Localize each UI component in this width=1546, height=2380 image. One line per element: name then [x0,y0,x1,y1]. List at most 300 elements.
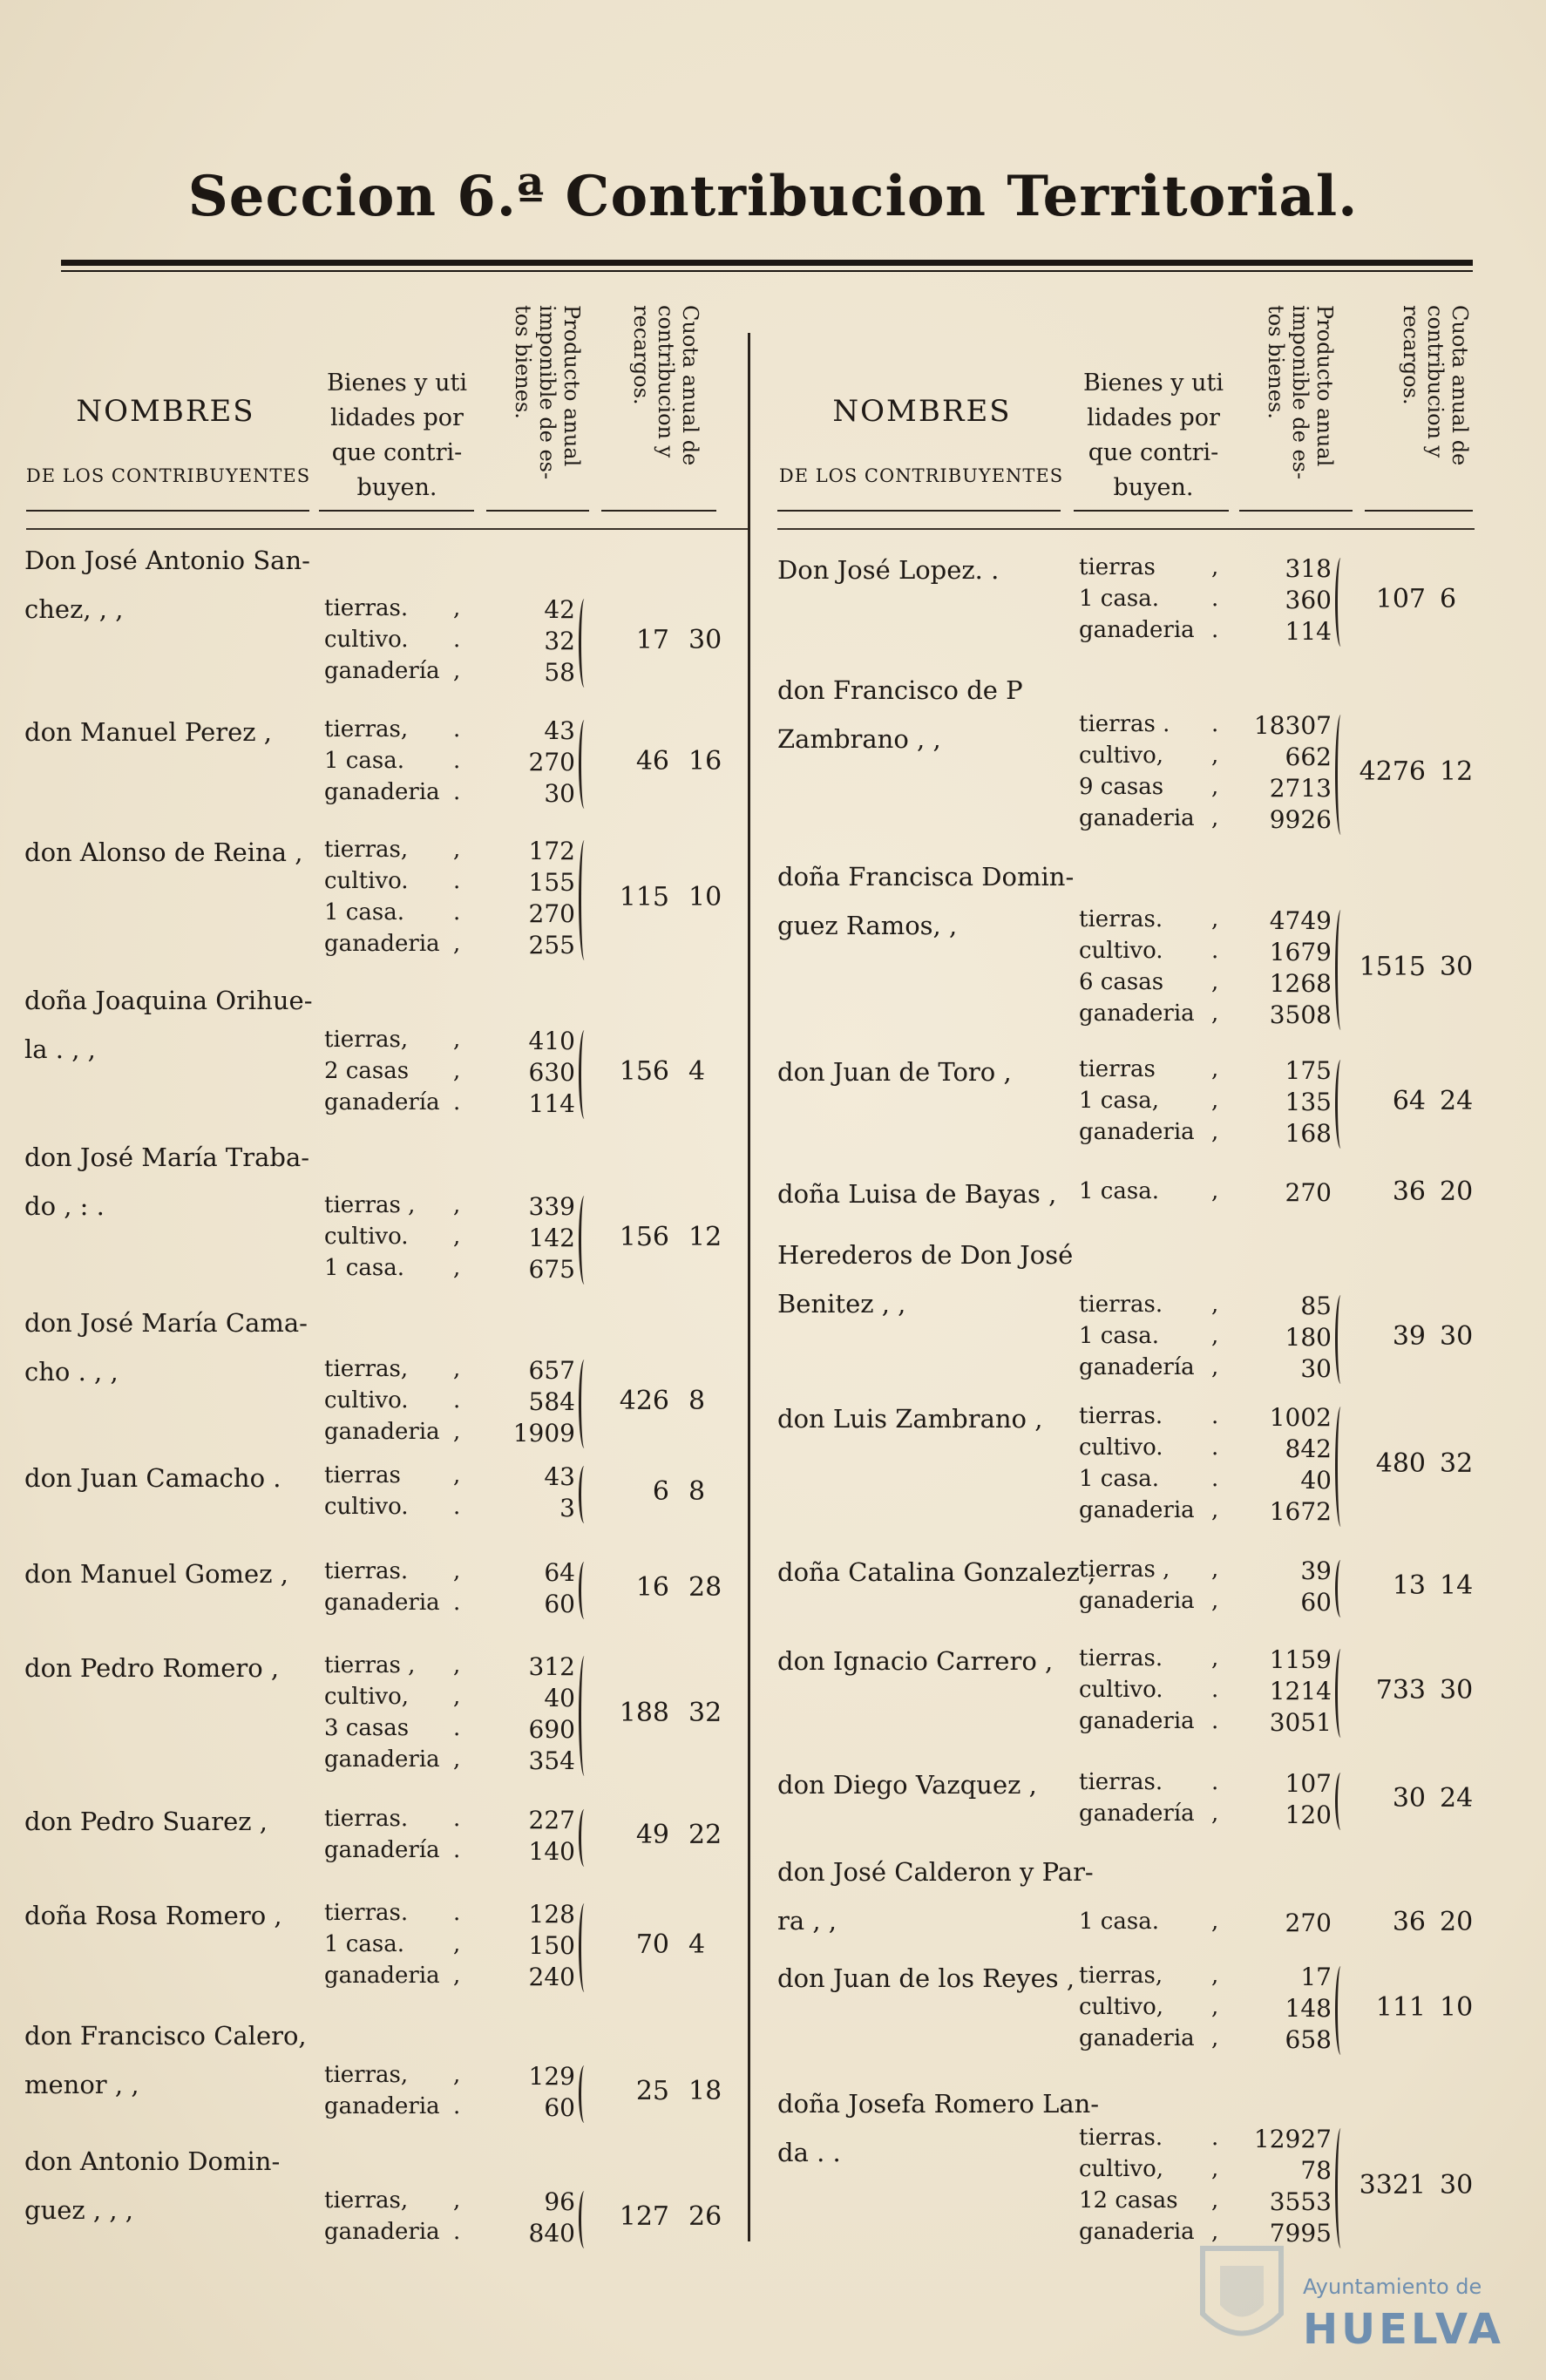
property-label: tierras. [1079,906,1163,932]
property-label: tierras. [1079,1403,1163,1429]
property-label: cultivo. [324,1387,409,1414]
taxable-product-value: 168 [1285,1119,1332,1148]
property-label: tierras, [324,716,409,742]
taxable-product-value: 9926 [1269,805,1332,834]
taxable-product-value: 135 [1285,1088,1332,1116]
taxable-product-value: 630 [528,1058,575,1087]
taxable-product-value: 1672 [1269,1497,1332,1526]
contributor-name: doña Luisa de Bayas , [777,1179,1057,1209]
contributor-name: don Pedro Suarez , [24,1807,268,1836]
taxable-product-value: 142 [528,1224,575,1252]
title-rule-thin [61,270,1473,272]
leader-punctuation: , [453,1931,461,1957]
leader-punctuation: , [1211,2187,1219,2214]
leader-punctuation: , [1211,1056,1219,1082]
taxable-product-value: 354 [528,1746,575,1775]
contributor-name: don José María Cama- [24,1308,308,1338]
cuota-reales: 156 [619,1056,669,1087]
leader-punctuation: , [1211,1292,1219,1318]
taxable-product-value: 39 [1300,1556,1332,1585]
leader-punctuation: , [453,1192,461,1218]
contributor-name: don Pedro Romero , [24,1653,280,1683]
leader-punctuation: , [1211,1588,1219,1614]
property-label: cultivo. [324,1494,409,1520]
property-label: 3 casas [324,1715,410,1741]
property-label: ganaderia [324,1963,440,1989]
leader-punctuation: , [1211,2219,1219,2245]
taxable-product-value: 17 [1300,1963,1332,1991]
leader-punctuation: , [453,2187,461,2214]
taxable-product-value: 155 [528,868,575,897]
taxable-product-value: 175 [1285,1056,1332,1085]
leader-punctuation: , [1211,742,1219,769]
taxable-product-value: 150 [528,1931,575,1960]
cuota-reales: 17 [635,625,669,655]
cuota-maravedis: 12 [1440,756,1474,787]
leader-punctuation: . [1211,1403,1219,1429]
property-label: ganaderia [1079,1000,1195,1027]
taxable-product-value: 4749 [1269,906,1332,935]
cuota-maravedis: 20 [1440,1176,1474,1207]
contributor-name: Zambrano , , [777,724,941,754]
leader-punctuation: , [1211,969,1219,995]
cuota-maravedis: 18 [688,2076,722,2106]
header-rule [26,510,309,512]
taxable-product-value: 42 [544,595,575,624]
property-label: 1 casa. [324,748,404,774]
leader-punctuation: , [453,1652,461,1678]
leader-punctuation: . [1211,1708,1219,1734]
property-label: ganaderia [1079,1119,1195,1145]
property-label: tierras , [1079,1556,1170,1583]
leader-punctuation: , [1211,1556,1219,1583]
property-label: tierras , [324,1652,416,1678]
cuota-maravedis: 22 [688,1820,722,1850]
leader-punctuation: . [453,1806,461,1832]
cuota-reales: 156 [619,1222,669,1252]
cuota-maravedis: 24 [1440,1086,1474,1116]
property-label: tierras. [324,1806,409,1832]
contributor-name: don Juan de los Reyes , [777,1963,1075,1993]
property-label: cultivo, [1079,1994,1163,2020]
property-label: 1 casa. [324,1931,404,1957]
cuota-reales: 70 [635,1929,669,1960]
property-label: ganaderia [324,779,440,805]
taxable-product-value: 255 [528,931,575,959]
property-label: cultivo. [324,868,409,894]
contributor-name: don Luis Zambrano , [777,1404,1043,1434]
leader-punctuation: . [1211,711,1219,737]
taxable-product-value: 120 [1285,1800,1332,1829]
taxable-product-value: 410 [528,1027,575,1055]
taxable-product-value: 1002 [1269,1403,1332,1432]
header-rule [1365,510,1473,512]
leader-punctuation: , [1211,1088,1219,1114]
leader-punctuation: , [1211,1645,1219,1671]
leader-punctuation: , [453,1356,461,1382]
property-label: 1 casa. [324,899,404,926]
taxable-product-value: 60 [544,2093,575,2122]
taxable-product-value: 43 [544,1462,575,1491]
taxable-product-value: 270 [1285,1909,1332,1937]
header-rule [486,510,589,512]
cuota-reales: 16 [635,1572,669,1603]
header-rule [777,510,1061,512]
contributor-name: Don José Antonio San- [24,546,310,575]
property-label: 1 casa. [1079,1323,1159,1349]
header-bienes-left: Bienes y uti lidades por que contri- buyen. [327,370,467,501]
cuota-maravedis: 32 [1440,1448,1474,1479]
property-label: ganaderia [1079,1708,1195,1734]
property-label: 1 casa, [1079,1088,1159,1114]
cuota-reales: 480 [1375,1448,1426,1479]
cuota-maravedis: 32 [688,1698,722,1728]
seal-text-line2: HUELVA [1303,2305,1504,2354]
property-label: ganaderia [1079,805,1195,831]
cuota-reales: 64 [1392,1086,1426,1116]
seal-text-line1: Ayuntamiento de [1303,2275,1482,2299]
header-underline [777,528,1475,530]
cuota-maravedis: 14 [1440,1570,1474,1601]
contributor-name: doña Catalina Gonzalez , [777,1557,1096,1587]
leader-punctuation: . [453,1715,461,1741]
property-label: tierras , [324,1192,416,1218]
contributor-name: la . , , [24,1034,96,1064]
leader-punctuation: , [453,1746,461,1773]
cuota-reales: 46 [635,746,669,776]
contributor-name: ra , , [777,1906,837,1936]
property-label: tierras, [1079,1963,1163,1989]
cuota-reales: 1515 [1359,952,1426,982]
cuota-maravedis: 6 [1440,584,1457,614]
cuota-maravedis: 8 [688,1386,706,1416]
page-title: Seccion 6.ª Contribucion Territorial. [187,164,1359,229]
property-label: tierras, [324,2062,409,2088]
property-label: ganaderia [324,931,440,957]
taxable-product-value: 30 [544,779,575,808]
property-label: ganaderia [324,1590,440,1616]
taxable-product-value: 227 [528,1806,575,1834]
property-label: tierras. [324,1900,409,1926]
taxable-product-value: 114 [528,1089,575,1118]
taxable-product-value: 2713 [1269,774,1332,803]
property-label: cultivo. [1079,938,1163,964]
taxable-product-value: 3508 [1269,1000,1332,1029]
property-label: ganaderia [324,1746,440,1773]
taxable-product-value: 96 [544,2187,575,2216]
leader-punctuation: . [1211,1434,1219,1461]
property-label: 9 casas [1079,774,1164,800]
leader-punctuation: , [1211,1963,1219,1989]
taxable-product-value: 7995 [1269,2219,1332,2248]
property-label: ganadería [1079,1354,1195,1380]
property-label: tierras, [324,837,409,863]
cuota-reales: 188 [619,1698,669,1728]
property-label: cultivo. [324,1224,409,1250]
property-label: tierras, [324,1027,409,1053]
contributor-name: don José María Traba- [24,1143,310,1172]
taxable-product-value: 3 [559,1494,575,1522]
property-label: tierras [1079,554,1156,580]
contributor-name: Don José Lopez. . [777,555,1000,585]
taxable-product-value: 675 [528,1255,575,1284]
leader-punctuation: . [1211,1769,1219,1795]
leader-punctuation: , [453,595,461,621]
leader-punctuation: , [453,2062,461,2088]
leader-punctuation: , [453,1058,461,1084]
taxable-product-value: 114 [1285,617,1332,646]
cuota-maravedis: 4 [688,1056,706,1087]
property-label: ganaderia [1079,1588,1195,1614]
property-label: 1 casa. [1079,586,1159,612]
header-contribuyentes-right: DE LOS CONTRIBUYENTES [778,465,1064,486]
cuota-maravedis: 30 [1440,1321,1474,1352]
leader-punctuation: , [453,837,461,863]
cuota-reales: 30 [1392,1783,1426,1814]
contributor-name: don José Calderon y Par- [777,1857,1094,1887]
cuota-reales: 426 [619,1386,669,1416]
taxable-product-value: 270 [528,748,575,776]
taxable-product-value: 1268 [1269,969,1332,998]
contributor-name: cho . , , [24,1357,119,1387]
cuota-maravedis: 12 [688,1222,722,1252]
taxable-product-value: 60 [544,1590,575,1618]
leader-punctuation: , [1211,1994,1219,2020]
property-label: cultivo. [324,627,409,653]
leader-punctuation: . [453,1837,461,1863]
leader-punctuation: , [453,931,461,957]
taxable-product-value: 32 [544,627,575,655]
contributor-name: don Francisco de P [777,675,1023,705]
cuota-maravedis: 10 [688,882,722,912]
property-label: ganaderia [324,2093,440,2119]
taxable-product-value: 64 [544,1558,575,1587]
taxable-product-value: 360 [1285,586,1332,614]
leader-punctuation: . [453,868,461,894]
leader-punctuation: , [453,1684,461,1710]
contributor-name: Benitez , , [777,1289,906,1319]
taxable-product-value: 40 [1300,1466,1332,1495]
property-label: tierras [324,1462,401,1488]
leader-punctuation: . [1211,1677,1219,1703]
leader-punctuation: , [1211,1497,1219,1523]
cuota-reales: 111 [1375,1992,1426,2023]
taxable-product-value: 172 [528,837,575,865]
contributor-name: don Francisco Calero, [24,2021,307,2051]
leader-punctuation: , [453,1558,461,1584]
cuota-maravedis: 24 [1440,1783,1474,1814]
leader-punctuation: , [1211,1354,1219,1380]
contributor-name: don Diego Vazquez , [777,1770,1037,1800]
taxable-product-value: 78 [1300,2156,1332,2185]
property-label: ganadería [324,1089,440,1115]
contributor-name: don Antonio Domin- [24,2146,281,2176]
cuota-reales: 36 [1392,1176,1426,1207]
leader-punctuation: , [1211,774,1219,800]
leader-punctuation: , [1211,1178,1219,1204]
taxable-product-value: 128 [528,1900,575,1929]
contributor-name: doña Francisca Domin- [777,862,1075,892]
contributor-name: doña Rosa Romero , [24,1901,282,1930]
taxable-product-value: 18307 [1253,711,1332,740]
property-label: tierras. [1079,1645,1163,1671]
property-label: cultivo. [1079,1434,1163,1461]
property-label: ganadería [324,1837,440,1863]
leader-punctuation: . [453,1590,461,1616]
header-rule [1074,510,1229,512]
cuota-reales: 39 [1392,1321,1426,1352]
taxable-product-value: 270 [1285,1178,1332,1207]
taxable-product-value: 842 [1285,1434,1332,1463]
cuota-maravedis: 28 [688,1572,722,1603]
taxable-product-value: 40 [544,1684,575,1712]
title-rule-thick [61,260,1473,266]
cuota-reales: 13 [1392,1570,1426,1601]
leader-punctuation: . [453,899,461,926]
cuota-reales: 6 [652,1476,669,1507]
leader-punctuation: , [1211,1323,1219,1349]
taxable-product-value: 3553 [1269,2187,1332,2216]
property-label: tierras. [1079,2125,1163,2151]
leader-punctuation: , [1211,1800,1219,1827]
contributor-name: guez Ramos, , [777,911,958,940]
taxable-product-value: 43 [544,716,575,745]
contributor-name: don Juan Camacho . [24,1463,281,1493]
contributor-name: guez , , , [24,2195,133,2225]
header-nombres-left: NOMBRES [76,394,255,429]
contributor-name: da . . [777,2138,841,2167]
taxable-product-value: 657 [528,1356,575,1385]
taxable-product-value: 3051 [1269,1708,1332,1737]
contributor-name: menor , , [24,2070,139,2099]
header-rule [1239,510,1353,512]
leader-punctuation: , [453,1963,461,1989]
taxable-product-value: 85 [1300,1292,1332,1320]
leader-punctuation: , [453,1027,461,1053]
leader-punctuation: , [1211,906,1219,932]
cuota-reales: 36 [1392,1907,1426,1937]
property-label: cultivo, [1079,742,1163,769]
leader-punctuation: . [453,2219,461,2245]
leader-punctuation: . [1211,1466,1219,1492]
header-producto-left: Producto anual imponible de es- tos bienes. [511,305,584,480]
taxable-product-value: 270 [528,899,575,928]
taxable-product-value: 12927 [1253,2125,1332,2153]
contributor-name: do , : . [24,1191,105,1221]
cuota-maravedis: 26 [688,2201,722,2232]
property-label: tierras . [1079,711,1170,737]
property-label: 1 casa. [1079,1466,1159,1492]
leader-punctuation: . [1211,2125,1219,2151]
leader-punctuation: , [1211,554,1219,580]
taxable-product-value: 584 [528,1387,575,1416]
cuota-maravedis: 10 [1440,1992,1474,2023]
property-label: ganaderia [324,1419,440,1445]
cuota-maravedis: 30 [1440,952,1474,982]
taxable-product-value: 60 [1300,1588,1332,1617]
contributor-name: chez, , , [24,594,124,624]
property-label: ganaderia [324,2219,440,2245]
leader-punctuation: , [1211,2156,1219,2182]
property-label: ganaderia [1079,2025,1195,2051]
leader-punctuation: . [453,748,461,774]
leader-punctuation: . [453,1387,461,1414]
leader-punctuation: , [1211,1909,1219,1935]
property-label: ganaderia [1079,1497,1195,1523]
cuota-reales: 107 [1375,584,1426,614]
leader-punctuation: . [453,1900,461,1926]
leader-punctuation: . [453,1494,461,1520]
property-label: cultivo. [1079,1677,1163,1703]
property-label: tierras, [324,1356,409,1382]
property-label: ganadería [1079,1800,1195,1827]
taxable-product-value: 339 [528,1192,575,1221]
cuota-maravedis: 30 [1440,1675,1474,1705]
cuota-reales: 25 [635,2076,669,2106]
property-label: ganaderia [1079,2219,1195,2245]
property-label: 12 casas [1079,2187,1178,2214]
leader-punctuation: , [1211,2025,1219,2051]
header-contribuyentes-left: DE LOS CONTRIBUYENTES [25,465,311,486]
leader-punctuation: . [1211,938,1219,964]
cuota-reales: 115 [619,882,669,912]
contributor-name: doña Josefa Romero Lan- [777,2089,1100,2119]
header-bienes-right: Bienes y uti lidades por que contri- buyen. [1083,370,1224,501]
cuota-reales: 733 [1375,1675,1426,1705]
cuota-reales: 127 [619,2201,669,2232]
property-label: tierras [1079,1056,1156,1082]
contributor-name: don Manuel Gomez , [24,1559,288,1589]
leader-punctuation: , [1211,805,1219,831]
cuota-maravedis: 4 [688,1929,706,1960]
header-rule [319,510,474,512]
taxable-product-value: 1679 [1269,938,1332,966]
property-label: 1 casa. [324,1255,404,1281]
leader-punctuation: . [1211,617,1219,643]
property-label: 1 casa. [1079,1909,1159,1935]
cuota-maravedis: 20 [1440,1907,1474,1937]
leader-punctuation: , [1211,1119,1219,1145]
header-cuota-right: Cuota anual de contribucion y recargos. [1399,305,1472,466]
leader-punctuation: , [453,1462,461,1488]
taxable-product-value: 30 [1300,1354,1332,1383]
cuota-maravedis: 30 [688,625,722,655]
cuota-maravedis: 16 [688,746,722,776]
property-label: ganaderia [1079,617,1195,643]
contributor-name: don Ignacio Carrero , [777,1646,1054,1676]
leader-punctuation: , [453,1224,461,1250]
taxable-product-value: 662 [1285,742,1332,771]
leader-punctuation: . [1211,586,1219,612]
cuota-reales: 4276 [1359,756,1426,787]
taxable-product-value: 312 [528,1652,575,1681]
leader-punctuation: . [453,716,461,742]
property-label: ganadería [324,658,440,684]
taxable-product-value: 1214 [1269,1677,1332,1705]
taxable-product-value: 148 [1285,1994,1332,2023]
property-label: cultivo, [1079,2156,1163,2182]
column-divider [748,333,750,2241]
taxable-product-value: 840 [528,2219,575,2248]
property-label: tierras. [324,1558,409,1584]
header-rule [601,510,716,512]
cuota-maravedis: 30 [1440,2170,1474,2200]
property-label: cultivo, [324,1684,409,1710]
cuota-reales: 49 [635,1820,669,1850]
header-underline [26,528,749,530]
leader-punctuation: , [453,658,461,684]
contributor-name: don Manuel Perez , [24,717,273,747]
